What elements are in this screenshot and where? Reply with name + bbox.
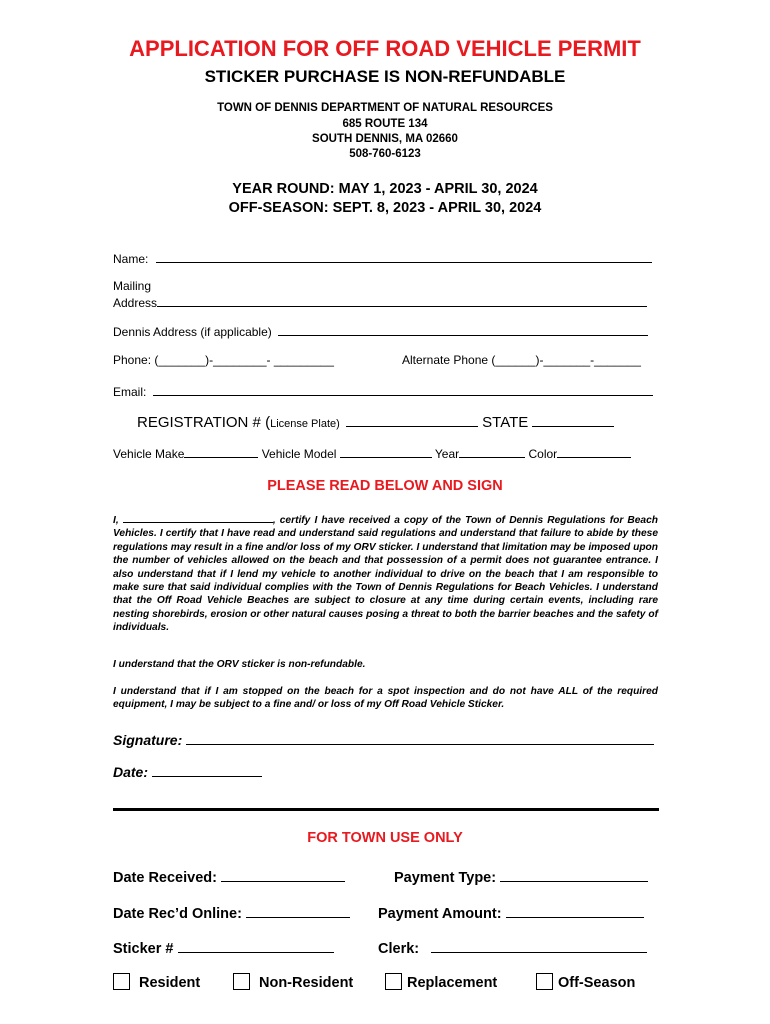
payment-amount-label: Payment Amount: <box>378 906 502 922</box>
department-name: TOWN OF DENNIS DEPARTMENT OF NATURAL RESOURCES <box>217 102 553 114</box>
alt-phone-label: Alternate Phone <box>402 353 489 367</box>
clerk-row <box>378 938 647 957</box>
name-field[interactable] <box>156 250 652 263</box>
off-season-checkbox[interactable] <box>536 973 553 990</box>
signature-row <box>113 730 654 748</box>
spot-inspection-statement: I understand that if I am stopped on the beach for a spot inspection and do not have ALL of the required equipment, I may be subject to a fine and/ or loss of my Off Road Vehicle Sticker. <box>113 686 658 711</box>
mailing-address-field[interactable] <box>157 294 647 307</box>
date-online-label: Date Rec’d Online: <box>113 906 242 922</box>
state-field[interactable] <box>532 412 614 427</box>
name-row <box>113 250 652 266</box>
registration-row <box>137 412 614 431</box>
non-refundable-statement: I understand that the ORV sticker is non-refundable. <box>113 659 366 670</box>
checkbox-non-resident[interactable] <box>233 973 353 991</box>
vehicle-make-label: Vehicle Make <box>113 447 185 461</box>
vehicle-model-label: Vehicle Model <box>261 447 337 461</box>
date-label: Date: <box>113 764 149 780</box>
alt-phone-row <box>402 353 641 367</box>
department-city: SOUTH DENNIS, MA 02660 <box>312 133 458 145</box>
form-title: APPLICATION FOR OFF ROAD VEHICLE PERMIT <box>129 36 641 61</box>
color-label: Color <box>528 447 558 461</box>
certification-paragraph <box>113 512 658 635</box>
phone-field[interactable]: (_______)-________- _________ <box>154 353 334 367</box>
date-received-field[interactable] <box>221 867 345 882</box>
email-label: Email: <box>113 385 147 399</box>
year-round-dates: YEAR ROUND: MAY 1, 2023 - APRIL 30, 2024 <box>232 181 538 197</box>
mailing-label: Address <box>113 296 158 310</box>
name-label: Name: <box>113 252 149 266</box>
resident-label: Resident <box>139 975 201 991</box>
off-season-label: Off-Season <box>558 975 636 991</box>
mailing-label-line1: Mailing <box>113 279 152 293</box>
section-divider <box>113 808 659 811</box>
registration-field[interactable] <box>346 412 478 427</box>
date-online-row <box>113 903 350 922</box>
payment-amount-row <box>378 903 644 922</box>
resident-checkbox[interactable] <box>113 973 130 990</box>
department-street: 685 ROUTE 134 <box>342 118 428 130</box>
non-resident-label: Non-Resident <box>259 975 354 991</box>
certify-name-field[interactable] <box>123 512 273 523</box>
vehicle-make-field[interactable] <box>184 445 258 458</box>
phone-row <box>113 353 334 367</box>
year-label: Year <box>434 447 460 461</box>
dennis-address-label: Dennis Address (if applicable) <box>113 325 272 339</box>
dennis-address-row <box>113 323 648 339</box>
read-and-sign-heading: PLEASE READ BELOW AND SIGN <box>267 478 503 494</box>
payment-type-field[interactable] <box>500 867 648 882</box>
signature-field[interactable] <box>186 730 654 745</box>
replacement-checkbox[interactable] <box>385 973 402 990</box>
registration-label: REGISTRATION # ( <box>137 414 271 431</box>
date-received-label: Date Received: <box>113 870 217 886</box>
clerk-field[interactable] <box>431 938 647 953</box>
color-field[interactable] <box>557 445 631 458</box>
checkbox-resident[interactable] <box>113 973 200 991</box>
form-subtitle: STICKER PURCHASE IS NON-REFUNDABLE <box>204 67 566 86</box>
i-label: I, <box>113 515 119 526</box>
sticker-field[interactable] <box>178 938 334 953</box>
checkbox-replacement[interactable] <box>385 973 497 991</box>
vehicle-model-field[interactable] <box>340 445 432 458</box>
date-received-row <box>113 867 345 886</box>
license-plate-label: License Plate) <box>270 418 340 430</box>
date-field[interactable] <box>152 762 262 777</box>
sticker-row <box>113 938 334 957</box>
checkbox-off-season[interactable] <box>536 973 635 991</box>
town-use-heading: FOR TOWN USE ONLY <box>307 830 463 846</box>
off-season-dates: OFF-SEASON: SEPT. 8, 2023 - APRIL 30, 2024 <box>228 200 542 216</box>
payment-amount-field[interactable] <box>506 903 644 918</box>
certification-text: , certify I have received a copy of the Town of Dennis Regulations for Beach Vehicles. I certify that I have read and understand said regulations and understand that failure to abide by these regulations may result in a fine and/or loss of my ORV sticker. I understand that limitation may be imposed upon the number of vehicles allowed on the beach and that possession of a permit does not guarantee entrance. I also understand that if I lend my vehicle to another individual to drive on the beach that I am responsible to make sure that said individual complies with the Town of Dennis Regulations for Beach Vehicles. I understand that the Off Road Vehicle Beaches are subject to closure at any time during certain events, including rare nesting shorebirds, erosion or other natural causes posing a threat to both the barrier beaches and the safety of individuals. <box>113 515 658 634</box>
payment-type-row <box>394 867 648 886</box>
state-label: STATE <box>482 414 529 431</box>
replacement-label: Replacement <box>407 975 498 991</box>
phone-label: Phone: <box>113 353 152 367</box>
vehicle-row <box>113 445 631 461</box>
non-resident-checkbox[interactable] <box>233 973 250 990</box>
signature-label: Signature: <box>113 732 183 748</box>
mailing-row <box>113 294 647 310</box>
payment-type-label: Payment Type: <box>394 870 497 886</box>
clerk-label: Clerk: <box>378 941 420 957</box>
email-field[interactable] <box>153 383 653 396</box>
dennis-address-field[interactable] <box>278 323 648 336</box>
sticker-label: Sticker # <box>113 941 174 957</box>
department-phone: 508-760-6123 <box>349 148 421 160</box>
date-online-field[interactable] <box>246 903 350 918</box>
year-field[interactable] <box>459 445 525 458</box>
date-row <box>113 762 262 780</box>
alt-phone-field[interactable]: (______)-_______-_______ <box>491 353 641 367</box>
email-row <box>113 383 653 399</box>
